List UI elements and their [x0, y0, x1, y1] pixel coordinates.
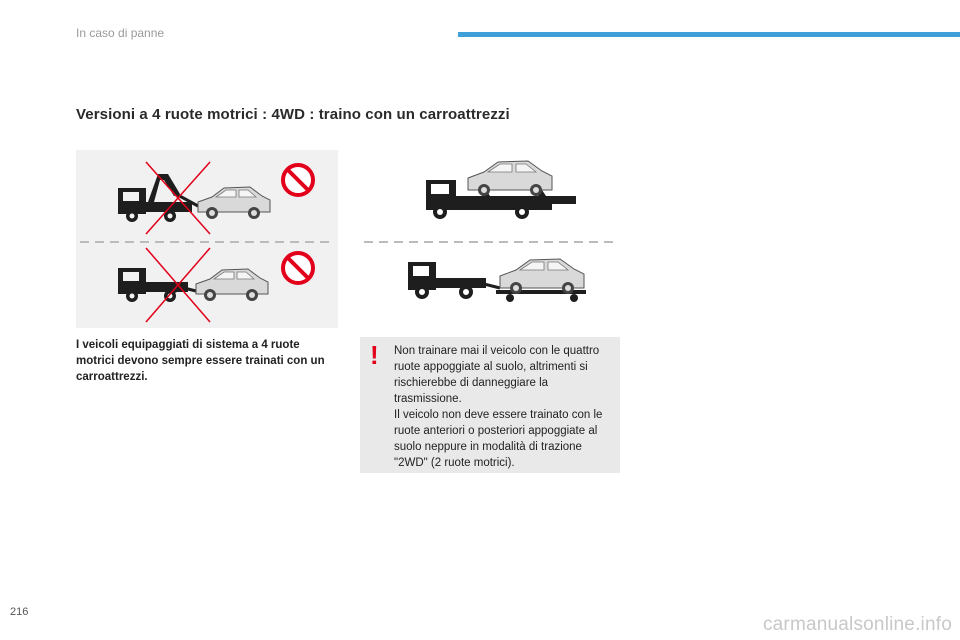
no-entry-icon [283, 165, 313, 195]
tow-truck-icon [118, 174, 198, 222]
warning-paragraph-2: Il veicolo non deve essere trainato con le ruote anteriori o posteriori appoggiate al suolo neppure in modalità di trazione "2WD" (2 ruote motrici). [394, 409, 603, 469]
truck-with-car-on-trailer [408, 259, 586, 302]
header-accent-bar [458, 32, 960, 37]
warning-box [360, 337, 620, 473]
section-header: In caso di panne [76, 26, 165, 40]
car-icon [468, 161, 552, 196]
page-title: Versioni a 4 ruote motrici : 4WD : traino con un carroattrezzi [76, 106, 510, 123]
illustration-prohibited-towing [76, 150, 338, 328]
page-number: 216 [10, 606, 29, 618]
car-icon [196, 269, 268, 301]
car-icon [500, 259, 584, 294]
illustration-correct-towing [360, 150, 622, 328]
tow-dolly-truck-with-car [118, 248, 313, 322]
flatbed-tow-truck-with-car [426, 161, 576, 219]
car-icon [198, 187, 270, 219]
body-text: I veicoli equipaggiati di sistema a 4 ruote motrici devono sempre essere trainati con un carroattrezzi. [76, 339, 325, 383]
warning-paragraph-1: Non trainare mai il veicolo con le quattro ruote appoggiate al suolo, altrimenti si rischierebbe di danneggiare la trasmissione. [394, 345, 600, 405]
wheel-lift-tow-truck-with-car [118, 162, 313, 234]
watermark: carmanualsonline.info [762, 614, 952, 635]
no-entry-icon [283, 253, 313, 283]
exclamation-icon: ! [370, 340, 379, 370]
prohibited-cross [146, 162, 210, 234]
tow-truck-icon [408, 262, 500, 299]
